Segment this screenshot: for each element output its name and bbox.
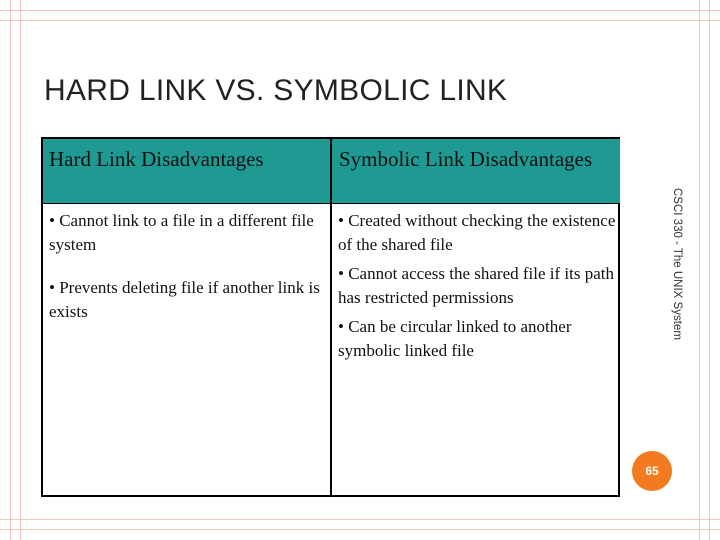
list-item: • Can be circular linked to another symbolic linked file (338, 317, 572, 360)
frame-line-bottom-inner (0, 519, 720, 520)
frame-line-left-inner (20, 0, 21, 540)
list-item: • Cannot link to a file in a different file system (49, 211, 314, 254)
course-name: CSCI 330 - The UNIX System (671, 188, 683, 340)
frame-line-left-outer (10, 0, 11, 540)
frame-line-right-outer (709, 0, 710, 540)
header-symbolic-link: Symbolic Link Disadvantages (331, 139, 620, 203)
symbolic-link-cell (338, 209, 618, 363)
page-number-badge: 65 (632, 451, 672, 491)
frame-line-top-outer (0, 10, 720, 11)
list-item: • Created without checking the existence of the shared file (338, 211, 616, 254)
frame-line-top-inner (0, 20, 720, 21)
header-divider (43, 203, 618, 204)
comparison-table (41, 137, 620, 497)
frame-line-right-inner (699, 0, 700, 540)
column-divider (330, 139, 332, 497)
frame-line-bottom-outer (0, 529, 720, 530)
list-item: • Cannot access the shared file if its path has restricted permissions (338, 264, 614, 307)
header-hard-link: Hard Link Disadvantages (43, 139, 331, 203)
hard-link-cell (49, 209, 325, 324)
slide-title: HARD LINK VS. SYMBOLIC LINK (44, 74, 508, 107)
list-item: • Prevents deleting file if another link is exists (49, 278, 320, 321)
